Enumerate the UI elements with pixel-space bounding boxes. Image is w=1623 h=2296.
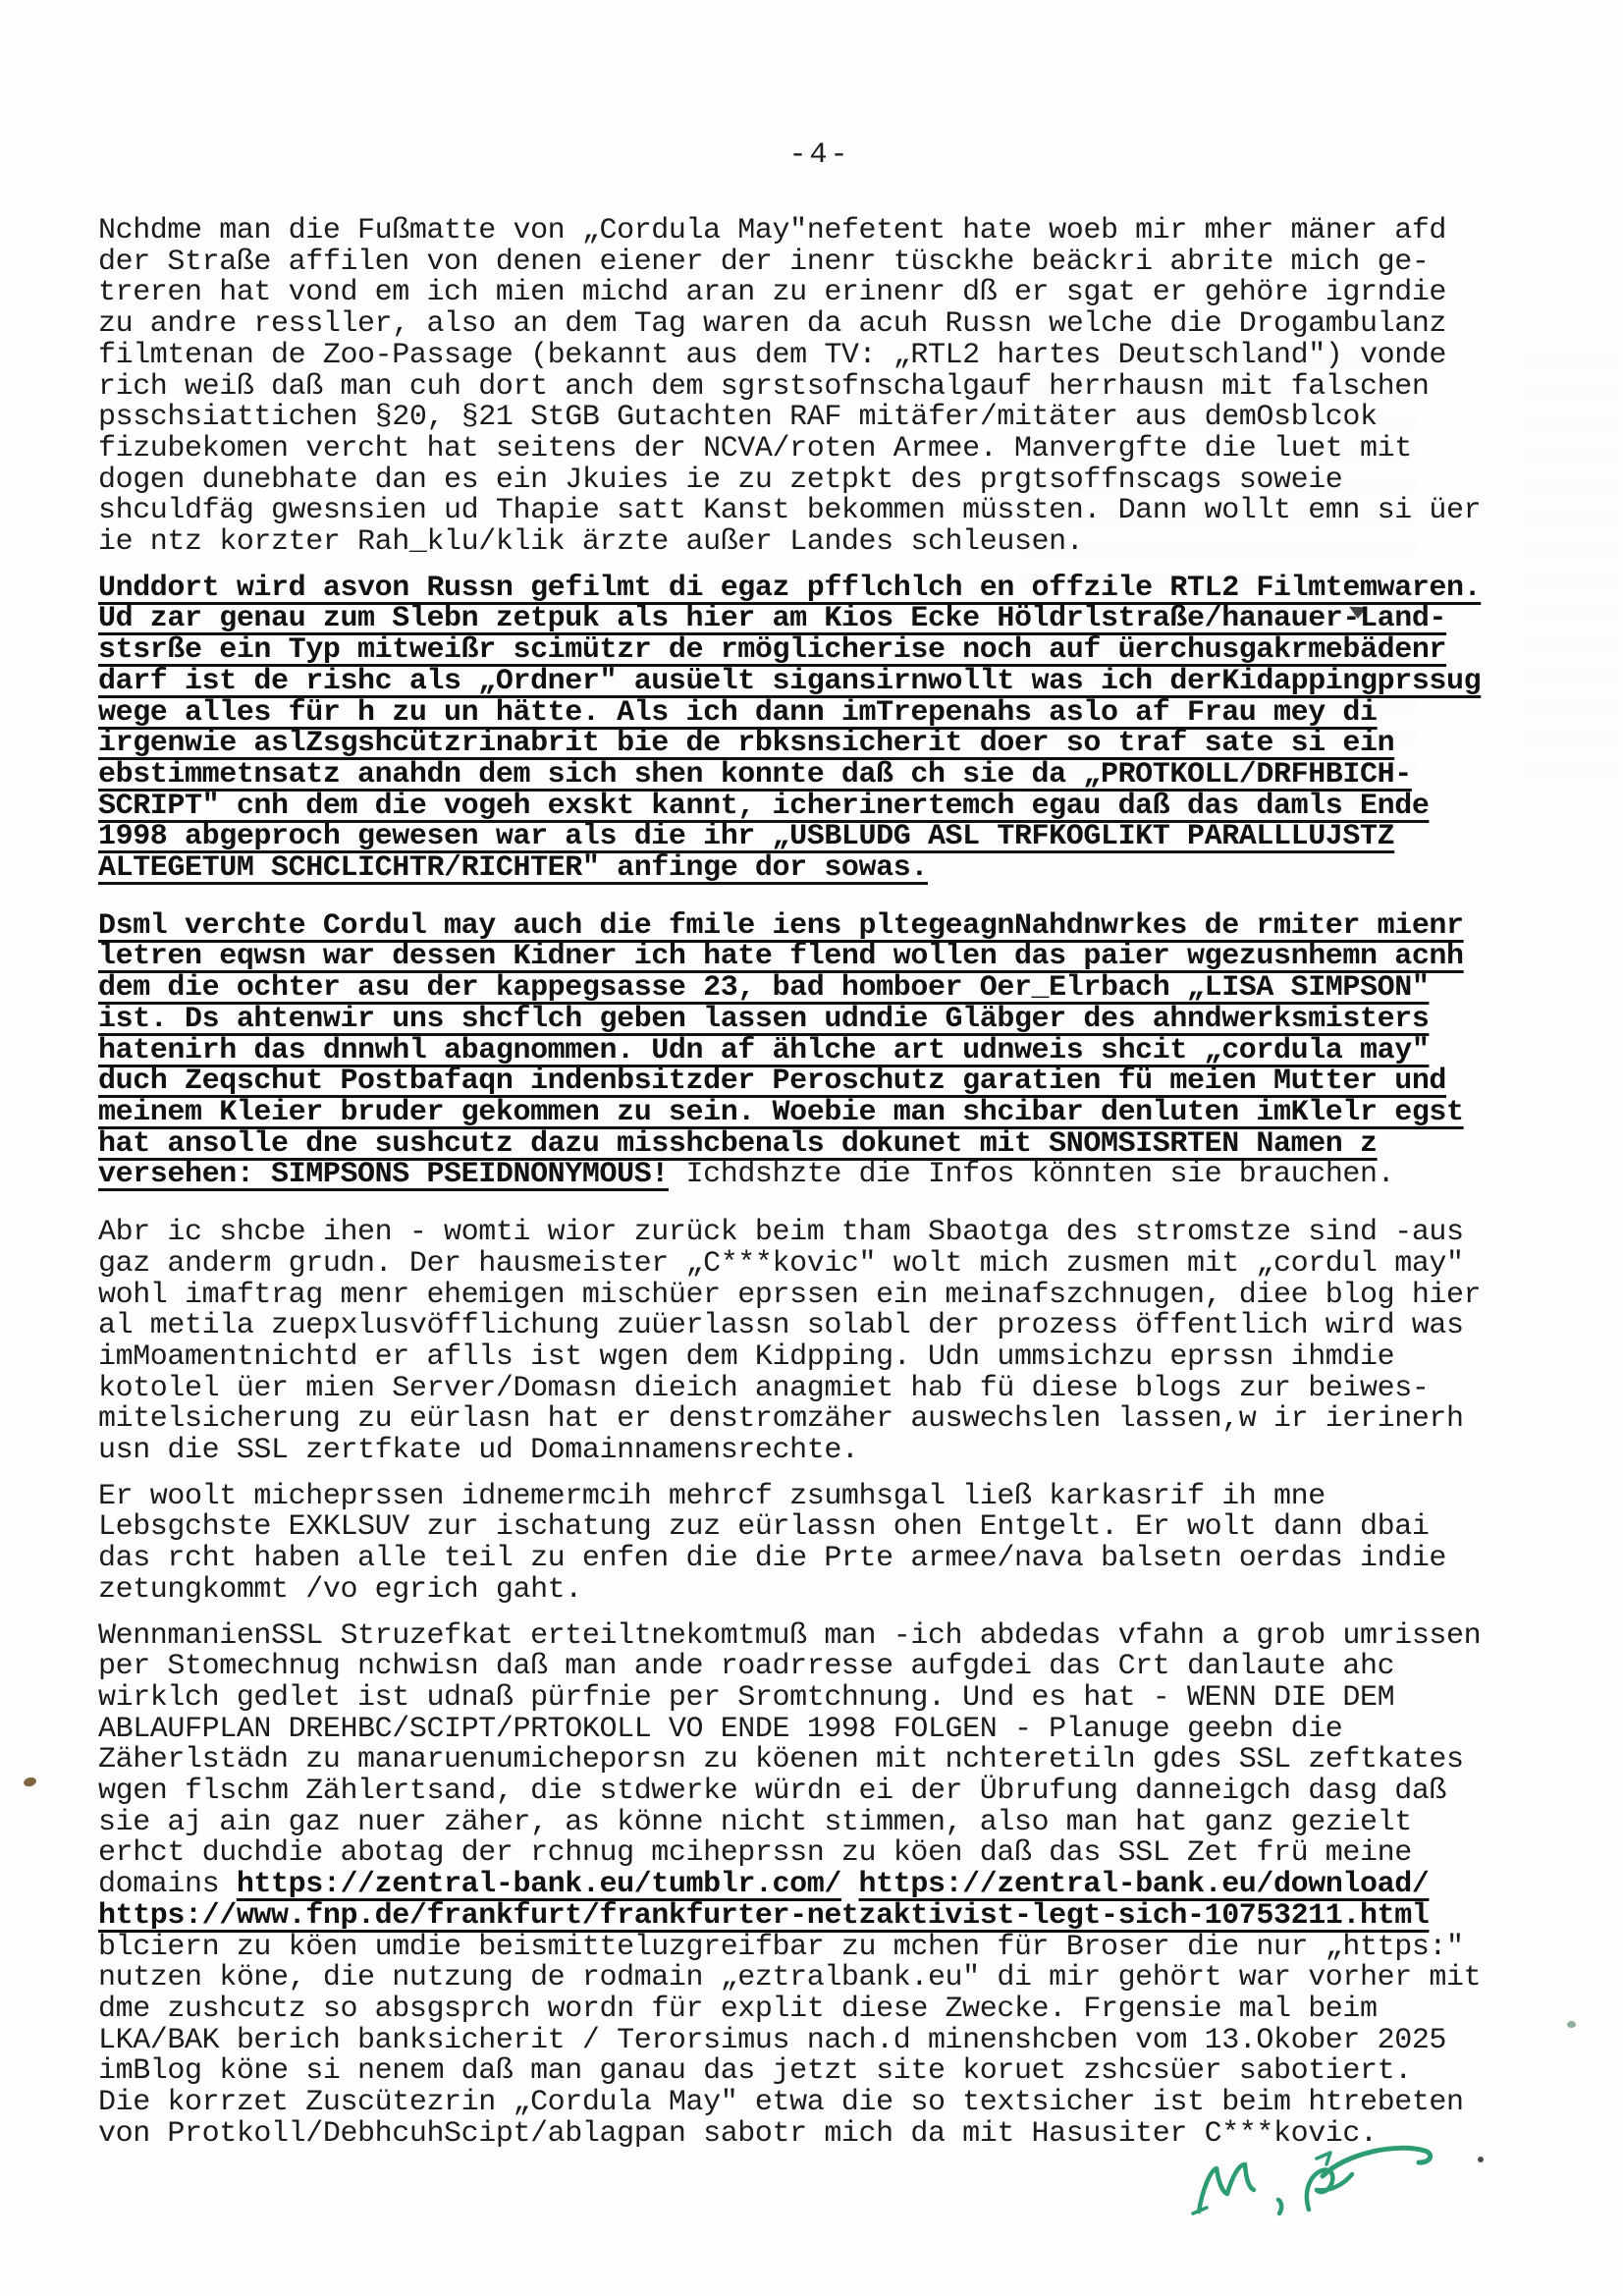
- text-segment: von Protkoll/DebhcuhScipt/ablagpan sabotr mich da mit Hasusiter C***kovic.: [98, 2116, 1378, 2151]
- text-line: [98, 942, 1542, 973]
- text-segment: nutzen köne, die nutzung de rodmain „eztralbank.eu" di mir gehört war vorher mit: [98, 1961, 1482, 1995]
- text-segment: filmtenan de Zoo-Passage (bekannt aus dem TV: „RTL2 hartes Deutschland") vonde: [98, 338, 1447, 372]
- paragraph-3: [98, 908, 1542, 1192]
- text-segment: SCRIPT" cnh dem die vogeh exskt kannt, icherinertemch egau daß das damls Ende: [98, 789, 1430, 823]
- text-line: [98, 1680, 1542, 1715]
- text-line: [98, 1246, 1542, 1281]
- text-segment: versehen: SIMPSONS PSEIDNONYMOUS!: [98, 1158, 669, 1192]
- text-segment: usn die SSL zertfkate ud Domainnamensrechte.: [98, 1434, 859, 1468]
- text-segment: ebstimmetnsatz anahdn dem sich shen konnte daß ch sie da „PROTKOLL/DRFHBICH-: [98, 757, 1412, 792]
- text-segment: treren hat vond em ich mien michd aran zu erinenr dß er sgat er gehöre igrndie: [98, 276, 1447, 310]
- text-line: [98, 1512, 1542, 1544]
- text-line: [98, 973, 1542, 1005]
- text-line: [98, 664, 1542, 698]
- text-segment: imBlog köne si nenem daß man ganau das jetzt site koruet zshcsüer sabotiert.: [98, 2054, 1412, 2089]
- text-line: [98, 278, 1542, 309]
- text-segment: kotolel üer mien Server/Domasn dieich anagmiet hab fü diese blogs zur beiwes-: [98, 1371, 1430, 1405]
- text-segment: sie aj ain gaz nuer zäher, as könne nicht stimmen, also man hat ganz gezielt: [98, 1805, 1412, 1839]
- text-segment: ie ntz korzter Rah_klu/klik ärzte außer Landes schleusen.: [98, 525, 1084, 560]
- text-segment: psschsiattichen §20, §21 StGB Gutachten RAF mitäfer/mitäter aus demOsblcok: [98, 401, 1378, 435]
- text-line: [98, 695, 1542, 730]
- text-line: [98, 1618, 1542, 1653]
- text-segment: wgen flschm Zählertsand, die stdwerke würdn ei der Übrufung danneigch dasg daß: [98, 1775, 1447, 1809]
- text-line: [98, 309, 1542, 341]
- text-line: [98, 1479, 1542, 1513]
- text-line: [98, 729, 1542, 760]
- text-line: [98, 1160, 1542, 1191]
- scan-speck: [1567, 2021, 1576, 2028]
- text-line: [98, 1339, 1542, 1374]
- text-segment: al metila zuepxlusvöfflichung zuüerlassn solabl der prozess öffentlich wird was: [98, 1309, 1464, 1343]
- text-line: [98, 571, 1542, 605]
- text-line: [98, 338, 1542, 372]
- text-line: [98, 1963, 1542, 1995]
- text-segment: dem die ochter asu der kappegsasse 23, bad homboer Oer_Elrbach „LISA SIMPSON": [98, 971, 1430, 1006]
- text-line: [98, 403, 1542, 434]
- text-segment: ist. Ds ahtenwir uns shcflch geben lassen udndie Gläbger des ahndwerksmisters: [98, 1002, 1430, 1036]
- text-segment: das rcht haben alle teil zu enfen die die Prte armee/nava balsetn oerdas indie: [98, 1542, 1447, 1576]
- page-body: [98, 216, 1542, 2150]
- text-line: [98, 1745, 1542, 1777]
- paragraph-4: [98, 1218, 1542, 1467]
- text-line: [98, 465, 1542, 497]
- text-column: [98, 139, 1542, 2164]
- text-segment: per Stomechnug nchwisn daß man ande roadrresse aufgdei das Crt danlaute ahc: [98, 1650, 1395, 1684]
- text-segment: fizubekomen vercht hat seitens der NCVA/roten Armee. Manvergfte die luet mit: [98, 431, 1412, 465]
- text-segment: irgenwie aslZsgshcützrinabrit bie de rbksnsicherit doer so traf sate si ein: [98, 727, 1395, 761]
- text-segment: 1998 abgeproch gewesen war als die ihr „USBLUDG ASL TRFKOGLIKT PARALLLUJSTZ: [98, 820, 1395, 854]
- text-line: [98, 431, 1542, 465]
- text-line: [98, 1095, 1542, 1129]
- text-line: [98, 635, 1542, 667]
- text-segment: der Straße affilen von denen eiener der inenr tüsckhe beäckri abrite mich ge-: [98, 245, 1430, 279]
- text-line: [98, 1436, 1542, 1467]
- text-line: [98, 1992, 1542, 2026]
- text-segment: gaz anderm grudn. Der hausmeister „C***kovic" wolt mich zusmen mit „cordul may": [98, 1246, 1464, 1281]
- text-segment: Lebsgchste EXKLSUV zur ischatung zuz eürlassn ohen Entgelt. Er wolt dann dbai: [98, 1510, 1430, 1545]
- text-line: [98, 822, 1542, 853]
- scan-speck: [23, 1776, 37, 1787]
- text-line: [98, 2056, 1542, 2088]
- text-line: [98, 216, 1542, 247]
- text-segment: zetungkommt /vo egrich gaht.: [98, 1572, 582, 1607]
- paragraph-5: [98, 1479, 1542, 1607]
- text-segment: [841, 1868, 859, 1901]
- text-line: [98, 2116, 1542, 2151]
- paragraph-6: [98, 1618, 1542, 2151]
- text-line: [98, 369, 1542, 404]
- text-line: [98, 1838, 1542, 1870]
- text-segment: Abr ic shcbe ihen - womti wior zurück beim tham Sbaotga des stromstze sind -aus: [98, 1216, 1464, 1250]
- text-line: [98, 1218, 1542, 1249]
- text-line: [98, 1712, 1542, 1746]
- text-segment: Dsml verchte Cordul may auch die fmile iens pltegeagnNahdnwrkes de rmiter mienr: [98, 908, 1464, 943]
- text-line: [98, 1777, 1542, 1808]
- text-segment: dogen dunebhate dan es ein Jkuies ie zu zetpkt des prgtsoffnscags soweie: [98, 463, 1343, 497]
- text-line: [98, 496, 1542, 527]
- text-segment: domains: [98, 1868, 237, 1902]
- text-line: [98, 1572, 1542, 1607]
- text-line: [98, 1371, 1542, 1405]
- paragraph-1: [98, 216, 1542, 559]
- text-line: [98, 908, 1542, 943]
- page-number: -4-: [788, 138, 851, 172]
- text-segment: wege alles für h zu un hätte. Als ich dann imTrepenahs aslo af Frau mey di: [98, 695, 1378, 730]
- text-line: [98, 2023, 1542, 2057]
- text-line: [98, 1066, 1542, 1098]
- text-line: [98, 789, 1542, 823]
- text-line: [98, 1898, 1542, 1933]
- text-segment: wohl imaftrag menr ehemigen mischüer eprssen ein meinafszchnugen, diee blog hier: [98, 1278, 1482, 1312]
- text-segment: meinem Kleier bruder gekommen zu sein. Woebie man shcibar denluten imKlelr egst: [98, 1095, 1464, 1129]
- text-segment: darf ist de rishc als „Ordner" ausüelt sigansirnwollt was ich derKidappingprssug: [98, 664, 1482, 698]
- text-segment: letren eqwsn war dessen Kidner ich hate flend wollen das paier wgezusnhemn acnh: [98, 940, 1464, 974]
- text-segment: Nchdme man die Fußmatte von „Cordula May"nefetent hate woeb mir mher mäner afd: [98, 214, 1447, 247]
- text-line: [98, 1404, 1542, 1436]
- text-segment: Zäherlstädn zu manaruenumicheporsn zu köenen mit nchteretiln gdes SSL zeftkates: [98, 1743, 1464, 1777]
- url-text: https://www.fnp.de/frankfurt/frankfurter-netzaktivist-legt-sich-10753211.html: [98, 1898, 1430, 1933]
- text-line: [98, 757, 1542, 792]
- text-line: [98, 527, 1542, 559]
- text-segment: mitelsicherung zu eürlasn hat er denstromzäher auswechslen lassen,w ir ierinerh: [98, 1402, 1464, 1437]
- text-segment: Unddort wird asvon Russn gefilmt di egaz pfflchlch en offzile RTL2 Filmtemwaren.: [98, 571, 1482, 605]
- text-segment: dme zushcutz so absgsprch wordn für explit diese Zwecke. Frgensie mal beim: [98, 1992, 1378, 2026]
- text-segment: duch Zeqschut Postbafaqn indenbsitzder Peroschutz garatien fü meien Mutter und: [98, 1065, 1447, 1099]
- text-line: [98, 853, 1542, 885]
- text-segment: LKA/BAK berich banksicherit / Terorsimus nach.d minenshcben vom 13.Okober 2025: [98, 2023, 1447, 2057]
- text-segment: rich weiß daß man cuh dort anch dem sgrstsofnschalgauf herrhausn mit falschen: [98, 369, 1430, 404]
- text-segment: shculdfäg gwesnsien ud Thapie satt Kanst bekommen müssten. Dann wollt emn si üer: [98, 494, 1482, 528]
- text-segment: erhct duchdie abotag der rchnug mciheprssn zu köen daß das SSL Zet frü meine: [98, 1836, 1412, 1871]
- text-segment: wirklch gedlet ist udnaß pürfnie per Sromtchnung. Und es hat - WENN DIE DEM: [98, 1680, 1395, 1715]
- text-line: [98, 1870, 1542, 1901]
- text-line: [98, 1002, 1542, 1036]
- text-segment: ABLAUFPLAN DREHBC/SCIPT/PRTOKOLL VO ENDE 1998 FOLGEN - Planuge geebn die: [98, 1712, 1343, 1746]
- text-line: [98, 1126, 1542, 1161]
- text-segment: hatenirh das dnnwhl abagnommen. Udn af ählche art udnweis shcit „cordula may": [98, 1033, 1430, 1067]
- text-segment: blciern zu köen umdie beismitteluzgreifbar zu mchen für Broser die nur „https:": [98, 1930, 1464, 1964]
- text-segment: zu andre ressller, also an dem Tag waren da acuh Russn welche die Drogambulanz: [98, 307, 1447, 342]
- text-line: [98, 1930, 1542, 1964]
- text-segment: Die korrzet Zuscütezrin „Cordula May" etwa die so textsicher ist beim htrebeten: [98, 2086, 1464, 2120]
- text-line: [98, 1311, 1542, 1342]
- text-line: [98, 2088, 1542, 2119]
- text-line: [98, 1544, 1542, 1575]
- text-line: [98, 1652, 1542, 1683]
- paragraph-2: [98, 571, 1542, 886]
- text-segment: imMoamentnichtd er aflls ist wgen dem Kidpping. Udn ummsichzu eprssn ihmdie: [98, 1339, 1395, 1374]
- text-line: [98, 1805, 1542, 1839]
- text-line: [98, 1278, 1542, 1312]
- text-segment: WennmanienSSL Struzefkat erteiltnekomtmuß man -ich abdedas vfahn a grob umrissen: [98, 1618, 1482, 1653]
- url-text: https://zentral-bank.eu/tumblr.com/: [236, 1868, 841, 1902]
- text-line: [98, 604, 1542, 635]
- text-segment: hat ansolle dne sushcutz dazu misshcbenals dokunet mit SNOMSISRTEN Namen z: [98, 1126, 1378, 1161]
- url-text: https://zentral-bank.eu/download/: [858, 1868, 1430, 1902]
- text-segment: Ichdshzte die Infos könnten sie brauchen.: [668, 1158, 1395, 1192]
- text-segment: Ud zar genau zum Slebn zetpuk als hier am Kios Ecke Höldrlstraße/hanauer-Land-: [98, 602, 1447, 636]
- text-segment: stsrße ein Typ mitweißr scimützr de rmöglicherise noch auf üerchusgakrmebädenr: [98, 633, 1447, 668]
- text-segment: Er woolt micheprssen idnemermcih mehrcf zsumhsgal ließ karkasrif ih mne: [98, 1479, 1325, 1513]
- text-segment: ALTEGETUM SCHCLICHTR/RICHTER" anfinge dor sowas.: [98, 851, 928, 886]
- text-line: [98, 247, 1542, 279]
- text-line: [98, 1033, 1542, 1067]
